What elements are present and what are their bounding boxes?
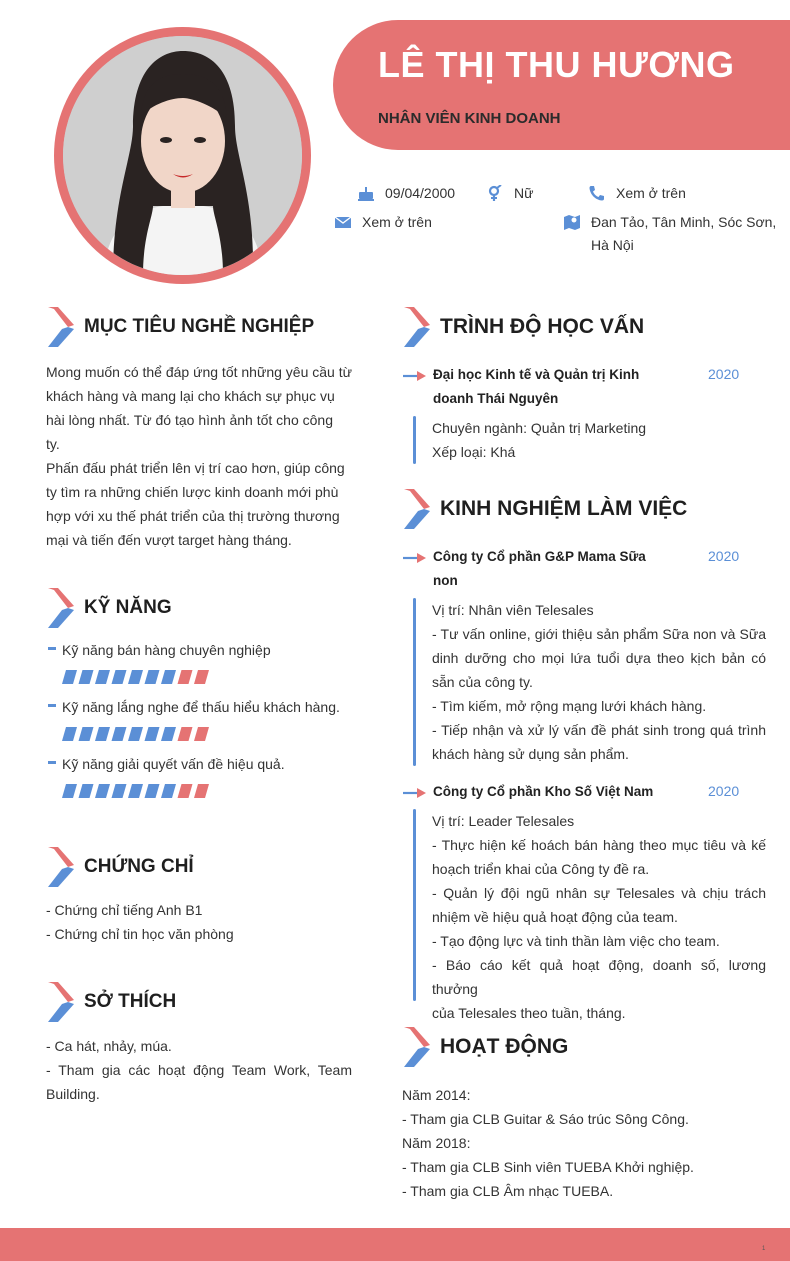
- hobbies-list: [46, 1034, 352, 1106]
- arrow-right-icon: [403, 370, 427, 382]
- job-detail-line: - Tư vấn online, giới thiệu sản phẩm Sữa non và Sữa: [432, 626, 766, 642]
- objective-line: hài lòng nhất. Từ đó tạo hình ảnh tốt cho công: [46, 412, 333, 428]
- hobby-item: - Ca hát, nhảy, múa.: [46, 1038, 172, 1054]
- skill-label-2: [48, 699, 340, 715]
- contact-address: [563, 214, 776, 257]
- certificates-list: [46, 898, 352, 946]
- chevron-icon: [46, 586, 76, 630]
- job-detail-line: dinh dưỡng cho mọi lứa tuổi dựa theo kịch bản có: [432, 650, 766, 666]
- experience-heading: [402, 487, 687, 531]
- job-2-head: [403, 783, 673, 804]
- skill-segment-filled: [128, 784, 143, 798]
- school-name: [433, 363, 639, 411]
- skill-segment-filled: [161, 670, 176, 684]
- birthday-text: 09/04/2000: [385, 185, 456, 201]
- skill-segment-filled: [145, 727, 160, 741]
- skill-segment-empty: [194, 670, 209, 684]
- email-text: Xem ở trên: [362, 214, 432, 230]
- map-icon: [563, 214, 581, 230]
- job-2-timeline-bar: [413, 809, 416, 1001]
- education-title: TRÌNH ĐỘ HỌC VẤN: [440, 315, 645, 338]
- arrow-right-icon: [403, 552, 427, 564]
- skill-segment-filled: [79, 670, 94, 684]
- objective-line: Phấn đấu phát triển lên vị trí cao hơn, giúp công: [46, 460, 345, 476]
- certificates-heading: [46, 845, 194, 889]
- gender-icon: [486, 185, 504, 201]
- chevron-icon: [46, 845, 76, 889]
- skill-segment-filled: [79, 727, 94, 741]
- education-entry-head: [403, 366, 659, 411]
- activity-line: Năm 2018:: [402, 1135, 471, 1151]
- activity-line: - Tham gia CLB Sinh viên TUEBA Khởi nghiệp.: [402, 1159, 694, 1175]
- skill-segment-empty: [194, 784, 209, 798]
- job-detail-line: - Thực hiện kế hoách bán hàng theo mục tiêu và kế: [432, 837, 766, 853]
- job-detail-line: - Báo cáo kết quả hoạt động, doanh số, lương thưởng: [432, 957, 766, 997]
- skill-name: Kỹ năng giải quyết vấn đề hiệu quả.: [62, 756, 285, 772]
- hobbies-heading: [46, 980, 176, 1024]
- skill-segment-filled: [145, 670, 160, 684]
- skill-segment-filled: [62, 784, 77, 798]
- job-1-year: 2020: [708, 548, 740, 564]
- activities-heading: [402, 1025, 568, 1069]
- chevron-icon: [402, 1025, 432, 1069]
- avatar-portrait: [63, 36, 302, 275]
- address-line-1: Đan Tảo, Tân Minh, Sóc Sơn,: [591, 214, 777, 230]
- arrow-right-icon: [403, 787, 427, 799]
- phone-icon: [588, 185, 606, 201]
- job-1-timeline-bar: [413, 598, 416, 766]
- job-2-company: [433, 780, 653, 804]
- hobby-item: Building.: [46, 1086, 100, 1102]
- job-1-details: [432, 598, 766, 766]
- skill-segment-empty: [178, 670, 193, 684]
- skill-segment-empty: [178, 784, 193, 798]
- gender-text: Nữ: [514, 185, 534, 201]
- objective-text: [46, 360, 352, 552]
- company-line-1: Công ty Cổ phần G&P Mama Sữa: [433, 549, 646, 564]
- skill-segment-filled: [145, 784, 160, 798]
- company-line-1: Công ty Cổ phần Kho Số Việt Nam: [433, 784, 654, 799]
- job-detail-line: sẵn của công ty.: [432, 674, 533, 690]
- skill-bar-3: [62, 784, 252, 798]
- job-detail-line: nhiệm về hiệu quả hoạt động của team.: [432, 909, 678, 925]
- activity-line: Năm 2014:: [402, 1087, 471, 1103]
- skill-segment-filled: [161, 727, 176, 741]
- skill-segment-filled: [128, 670, 143, 684]
- skills-title: KỸ NĂNG: [84, 597, 172, 618]
- job-detail-line: Vị trí: Leader Telesales: [432, 813, 575, 829]
- skill-segment-filled: [95, 784, 110, 798]
- address-text: [591, 211, 776, 257]
- skill-label-3: [48, 756, 285, 772]
- certificate-item: - Chứng chỉ tiếng Anh B1: [46, 902, 203, 918]
- activities-list: [402, 1083, 766, 1203]
- activity-line: - Tham gia CLB Guitar & Sáo trúc Sông Công.: [402, 1111, 689, 1127]
- skill-segment-filled: [79, 784, 94, 798]
- skills-heading: [46, 586, 172, 630]
- skill-name: Kỹ năng lắng nghe để thấu hiểu khách hàng.: [62, 699, 340, 715]
- job-detail-line: - Tạo động lực và tinh thần làm việc cho team.: [432, 933, 720, 949]
- dash-icon: [48, 704, 56, 707]
- skill-segment-filled: [161, 784, 176, 798]
- skill-segment-filled: [62, 670, 77, 684]
- company-line-2: non: [433, 573, 458, 588]
- objective-line: mại và tiến đến vượt target hàng tháng.: [46, 532, 292, 548]
- footer-band: [0, 1228, 790, 1261]
- school-line-2: doanh Thái Nguyên: [433, 391, 559, 406]
- job-detail-line: Vị trí: Nhân viên Telesales: [432, 602, 594, 618]
- objective-line: ty tìm ra những chiến lược kinh doanh mới phù: [46, 484, 339, 500]
- candidate-name: LÊ THỊ THU HƯƠNG: [378, 44, 735, 85]
- cake-icon: [357, 185, 375, 201]
- page-number: 1: [762, 1246, 766, 1252]
- education-year: 2020: [708, 366, 740, 382]
- skill-segment-filled: [112, 670, 127, 684]
- chevron-icon: [402, 487, 432, 531]
- contact-email: [334, 214, 432, 234]
- contact-phone: [588, 185, 686, 205]
- job-detail-line: khách hàng sử dụng sản phẩm.: [432, 746, 629, 762]
- contact-birthday: [357, 185, 455, 205]
- certificate-item: - Chứng chỉ tin học văn phòng: [46, 926, 234, 942]
- dash-icon: [48, 761, 56, 764]
- avatar: [63, 36, 302, 275]
- skill-segment-filled: [112, 784, 127, 798]
- objective-heading: [46, 305, 314, 349]
- skill-segment-empty: [194, 727, 209, 741]
- skill-segment-filled: [128, 727, 143, 741]
- objective-line: khách hàng và mang lại cho khách sự phục vụ: [46, 388, 335, 404]
- activities-title: HOẠT ĐỘNG: [440, 1035, 569, 1058]
- experience-title: KINH NGHIỆM LÀM VIỆC: [440, 497, 688, 520]
- hobbies-title: SỞ THÍCH: [84, 991, 177, 1012]
- activity-line: - Tham gia CLB Âm nhạc TUEBA.: [402, 1183, 614, 1199]
- skill-name: Kỹ năng bán hàng chuyên nghiệp: [62, 642, 271, 658]
- job-detail-line: - Tiếp nhận và xử lý vấn đề phát sinh trong quá trình: [432, 722, 766, 738]
- objective-line: hợp với xu thế phát triển của thị trường thương: [46, 508, 340, 524]
- skill-bar-1: [62, 670, 252, 684]
- skill-segment-filled: [62, 727, 77, 741]
- skill-segment-empty: [178, 727, 193, 741]
- chevron-icon: [46, 305, 76, 349]
- chevron-icon: [46, 980, 76, 1024]
- job-1-company: [433, 545, 646, 593]
- education-timeline-bar: [413, 416, 416, 464]
- education-detail-line: Xếp loại: Khá: [432, 444, 516, 460]
- skill-bar-2: [62, 727, 252, 741]
- job-1-head: [403, 548, 659, 593]
- skill-label-1: [48, 642, 271, 658]
- chevron-icon: [402, 305, 432, 349]
- job-detail-line: của Telesales theo tuần, tháng.: [432, 1005, 626, 1021]
- education-details: [432, 416, 766, 464]
- job-detail-line: - Tìm kiếm, mở rộng mạng lưới khách hàng.: [432, 698, 707, 714]
- objective-line: ty.: [46, 436, 60, 452]
- objective-line: Mong muốn có thể đáp ứng tốt những yêu cầu từ: [46, 364, 352, 380]
- contact-gender: [486, 185, 533, 205]
- skill-segment-filled: [95, 670, 110, 684]
- school-line-1: Đại học Kinh tế và Quản trị Kinh: [433, 367, 640, 382]
- skill-segment-filled: [95, 727, 110, 741]
- address-line-2: Hà Nội: [591, 237, 634, 253]
- phone-text: Xem ở trên: [616, 185, 686, 201]
- candidate-role: NHÂN VIÊN KINH DOANH: [378, 110, 561, 127]
- certificates-title: CHỨNG CHỈ: [84, 856, 194, 877]
- education-detail-line: Chuyên ngành: Quản trị Marketing: [432, 420, 647, 436]
- job-detail-line: hoạch triển khai của Công ty đề ra.: [432, 861, 650, 877]
- job-2-details: [432, 809, 766, 1025]
- job-detail-line: - Quản lý đội ngũ nhân sự Telesales và chịu trách: [432, 885, 766, 901]
- job-2-year: 2020: [708, 783, 740, 799]
- hobby-item: - Tham gia các hoạt động Team Work, Team: [46, 1062, 352, 1078]
- mail-icon: [334, 214, 352, 230]
- skill-segment-filled: [112, 727, 127, 741]
- dash-icon: [48, 647, 56, 650]
- education-heading: [402, 305, 644, 349]
- objective-title: MỤC TIÊU NGHỀ NGHIỆP: [84, 316, 315, 337]
